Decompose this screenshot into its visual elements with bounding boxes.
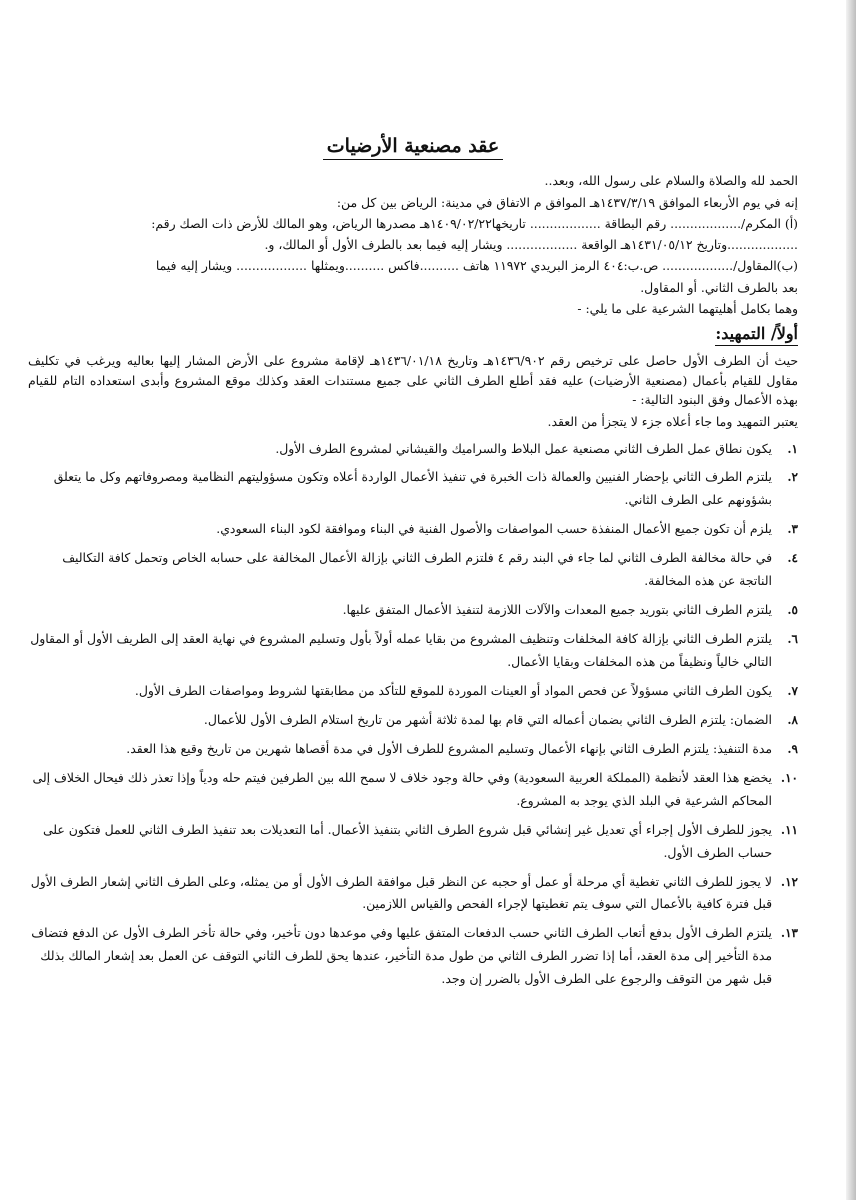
preamble-heading	[28, 322, 798, 347]
clause-text: يلزم أن تكون جميع الأعمال المنفذة حسب المواصفات والأصول الفنية في البناء وموافقة لكود البناء السعودي.	[216, 521, 772, 537]
clause-number: ٧.	[787, 683, 798, 698]
clause-text: لا يجوز للطرف الثاني تغطية أي مرحلة أو عمل أو حجبه عن النظر قبل موافقة الطرف الأول أو من يمثله، وعلى الطرف الثاني إشعار الطرف الأول قبل فترة كافية بالأعمال التي سوف يتم تغطيتها لإجراء الفحص والقياس اللازمين.	[30, 873, 772, 912]
clause-text: يكون الطرف الثاني مسؤولاً عن فحص المواد أو العينات الموردة للموقع للتأكد من مطابقتها لشروط ومواصفات الطرف الأول.	[134, 682, 772, 698]
clause-item	[28, 680, 798, 703]
clause-list	[28, 438, 798, 992]
clause-number: ٣.	[787, 522, 798, 537]
clause-item	[28, 819, 798, 865]
party-a-line-1: (أ) المكرم/.................. رقم البطاقة .................. تاريخها١٤٠٩/٠٢/٢٢هـ مصدرها الرياض، وهو المالك للأرض ذات الصك رقم:	[151, 215, 798, 231]
clause-text: يلتزم الطرف الثاني بإحضار الفنيين والعمالة ذات الخبرة في تنفيذ الأعمال الواردة أعلاه وتكون مسؤوليتهم النظامية ومصروفاتهم وكل ما يتعلق بشؤونهم على الطرف الثاني.	[53, 469, 772, 508]
clause-number: ١١.	[780, 822, 798, 837]
clause-number: ٤.	[787, 551, 798, 566]
clause-number: ١٣.	[780, 926, 798, 941]
clause-item	[28, 767, 798, 813]
capacity-statement: وهما بكامل أهليتهما الشرعية على ما يلي: -	[577, 300, 798, 316]
party-a-line-2: ..................وتاريخ ١٤٣١/٠٥/١٢هـ الواقعة .................. ويشار إليه فيما بعد بالطرف الأول أو المالك، و.	[264, 237, 798, 253]
document-title	[28, 132, 798, 161]
clause-text: مدة التنفيذ: يلتزم الطرف الثاني بإنهاء الأعمال وتسليم المشروع للطرف الأول في مدة أقصاها شهرين من تاريخ وقيع هذا العقد.	[126, 740, 772, 756]
clause-number: ١٠.	[780, 770, 798, 785]
party-b-line-1: (ب)المقاول/.................. ص.ب:٤٠٤ الرمز البريدي ١١٩٧٢ هاتف ..........فاكس ..........ويمثلها .................. ويشار إليه فيما	[155, 258, 798, 274]
clause-text: يلتزم الطرف الثاني بإزالة كافة المخلفات وتنظيف المشروع من بقايا عمله أولاً بأول وتسليم المشروع في نهاية العقد إلى الطريف الأول أو المقاول التالي خالياً ونظيفاً من هذه المخلفات وبقايا الأعمال.	[30, 631, 772, 670]
clause-text: يلتزم الطرف الأول بدفع أتعاب الطرف الثاني حسب الدفعات المتفق عليها وفي موعدها دون تأخير، وفي حالة تأخر الطرف الأول عن الدفع فتضاف مدة التأخير إلى مدة العقد، أما إذا تضرر الطرف الثاني من طول مدة التأخير، عندها يحق للطرف الثاني التوقف عن العمل بعد إشعار المالك بذلك قبل شهر من التوقف والرجوع على الطرف الأول بالضرر إن وجد.	[31, 925, 772, 987]
clause-number: ١.	[787, 441, 798, 456]
clause-text: يخضع هذا العقد لأنظمة (المملكة العربية السعودية) وفي حالة وجود خلاف لا سمح الله بين الطرفين فيتم حله ودياً وإذا تعذر ذلك فيحال الخلاف إلى المحاكم الشرعية في البلد الذي يوجد به المشروع.	[32, 769, 772, 808]
clause-item	[28, 738, 798, 761]
clause-item	[28, 438, 798, 461]
clause-item	[28, 466, 798, 512]
party-b-line-2: بعد بالطرف الثاني. أو المقاول.	[640, 279, 798, 295]
preamble-text: حيث أن الطرف الأول حاصل على ترخيص رقم ١٤٣٦/٩٠٢هـ وتاريخ ١٤٣٦/٠١/١٨هـ لإقامة مشروع على الأرض المشار إليها بعاليه ويرغب في تكليف مقاول للقيام بأعمال (مصنعية الأرضيات) عليه فقد أطلع الطرف الثاني على جميع مستندات العقد وكذلك موقع المشروع وأبدى استعداده التام للقيام بهذه الأعمال وفق البنود التالية: -	[28, 352, 798, 408]
clause-item	[28, 518, 798, 541]
clause-item	[28, 871, 798, 917]
clause-number: ١٢.	[780, 874, 798, 889]
clause-item	[28, 709, 798, 732]
clause-number: ٢.	[787, 470, 798, 485]
clause-item	[28, 547, 798, 593]
agreement-statement: إنه في يوم الأربعاء الموافق ١٤٣٧/٣/١٩هـ الموافق م الاتفاق في مدينة: الرياض بين كل من:	[336, 194, 798, 210]
clause-item	[28, 599, 798, 622]
page-edge-shadow	[846, 0, 856, 1200]
clause-item	[28, 922, 798, 991]
clause-text: يكون نطاق عمل الطرف الثاني مصنعية عمل البلاط والسراميك والقيشاني لمشروع الطرف الأول.	[275, 440, 772, 456]
title-text: عقد مصنعية الأرضيات	[323, 135, 503, 160]
clause-text: يجوز للطرف الأول إجراء أي تعديل غير إنشائي قبل شروع الطرف الثاني بتنفيذ الأعمال. أما التعديلات بعد تنفيذ الطرف الثاني للعمل فتكون على حساب الطرف الأول.	[42, 821, 772, 860]
clause-text: يلتزم الطرف الثاني بتوريد جميع المعدات والآلات اللازمة لتنفيذ الأعمال المتفق عليها.	[342, 602, 772, 618]
clause-number: ٦.	[787, 632, 798, 647]
preamble-heading-text: أولاً/ التمهيد:	[715, 324, 798, 346]
clause-number: ٩.	[787, 741, 798, 756]
clause-text: في حالة مخالفة الطرف الثاني لما جاء في البند رقم ٤ فلتزم الطرف الثاني بإزالة الأعمال المخالفة على حسابه الخاص وتحمل كافة التكاليف الناتجة عن هذه المخالفة.	[62, 550, 772, 589]
clause-number: ٥.	[787, 603, 798, 618]
document-body	[28, 132, 798, 997]
clause-text: الضمان: يلتزم الطرف الثاني بضمان أعماله التي قام بها لمدة ثلاثة أشهر من تاريخ استلام الطرف الأول للأعمال.	[203, 711, 772, 727]
preamble-note: يعتبر التمهيد وما جاء أعلاه جزء لا يتجزأ من العقد.	[547, 414, 798, 430]
clause-number: ٨.	[787, 712, 798, 727]
clause-item	[28, 628, 798, 674]
greeting: الحمد لله والصلاة والسلام على رسول الله، وبعد..	[544, 173, 798, 189]
